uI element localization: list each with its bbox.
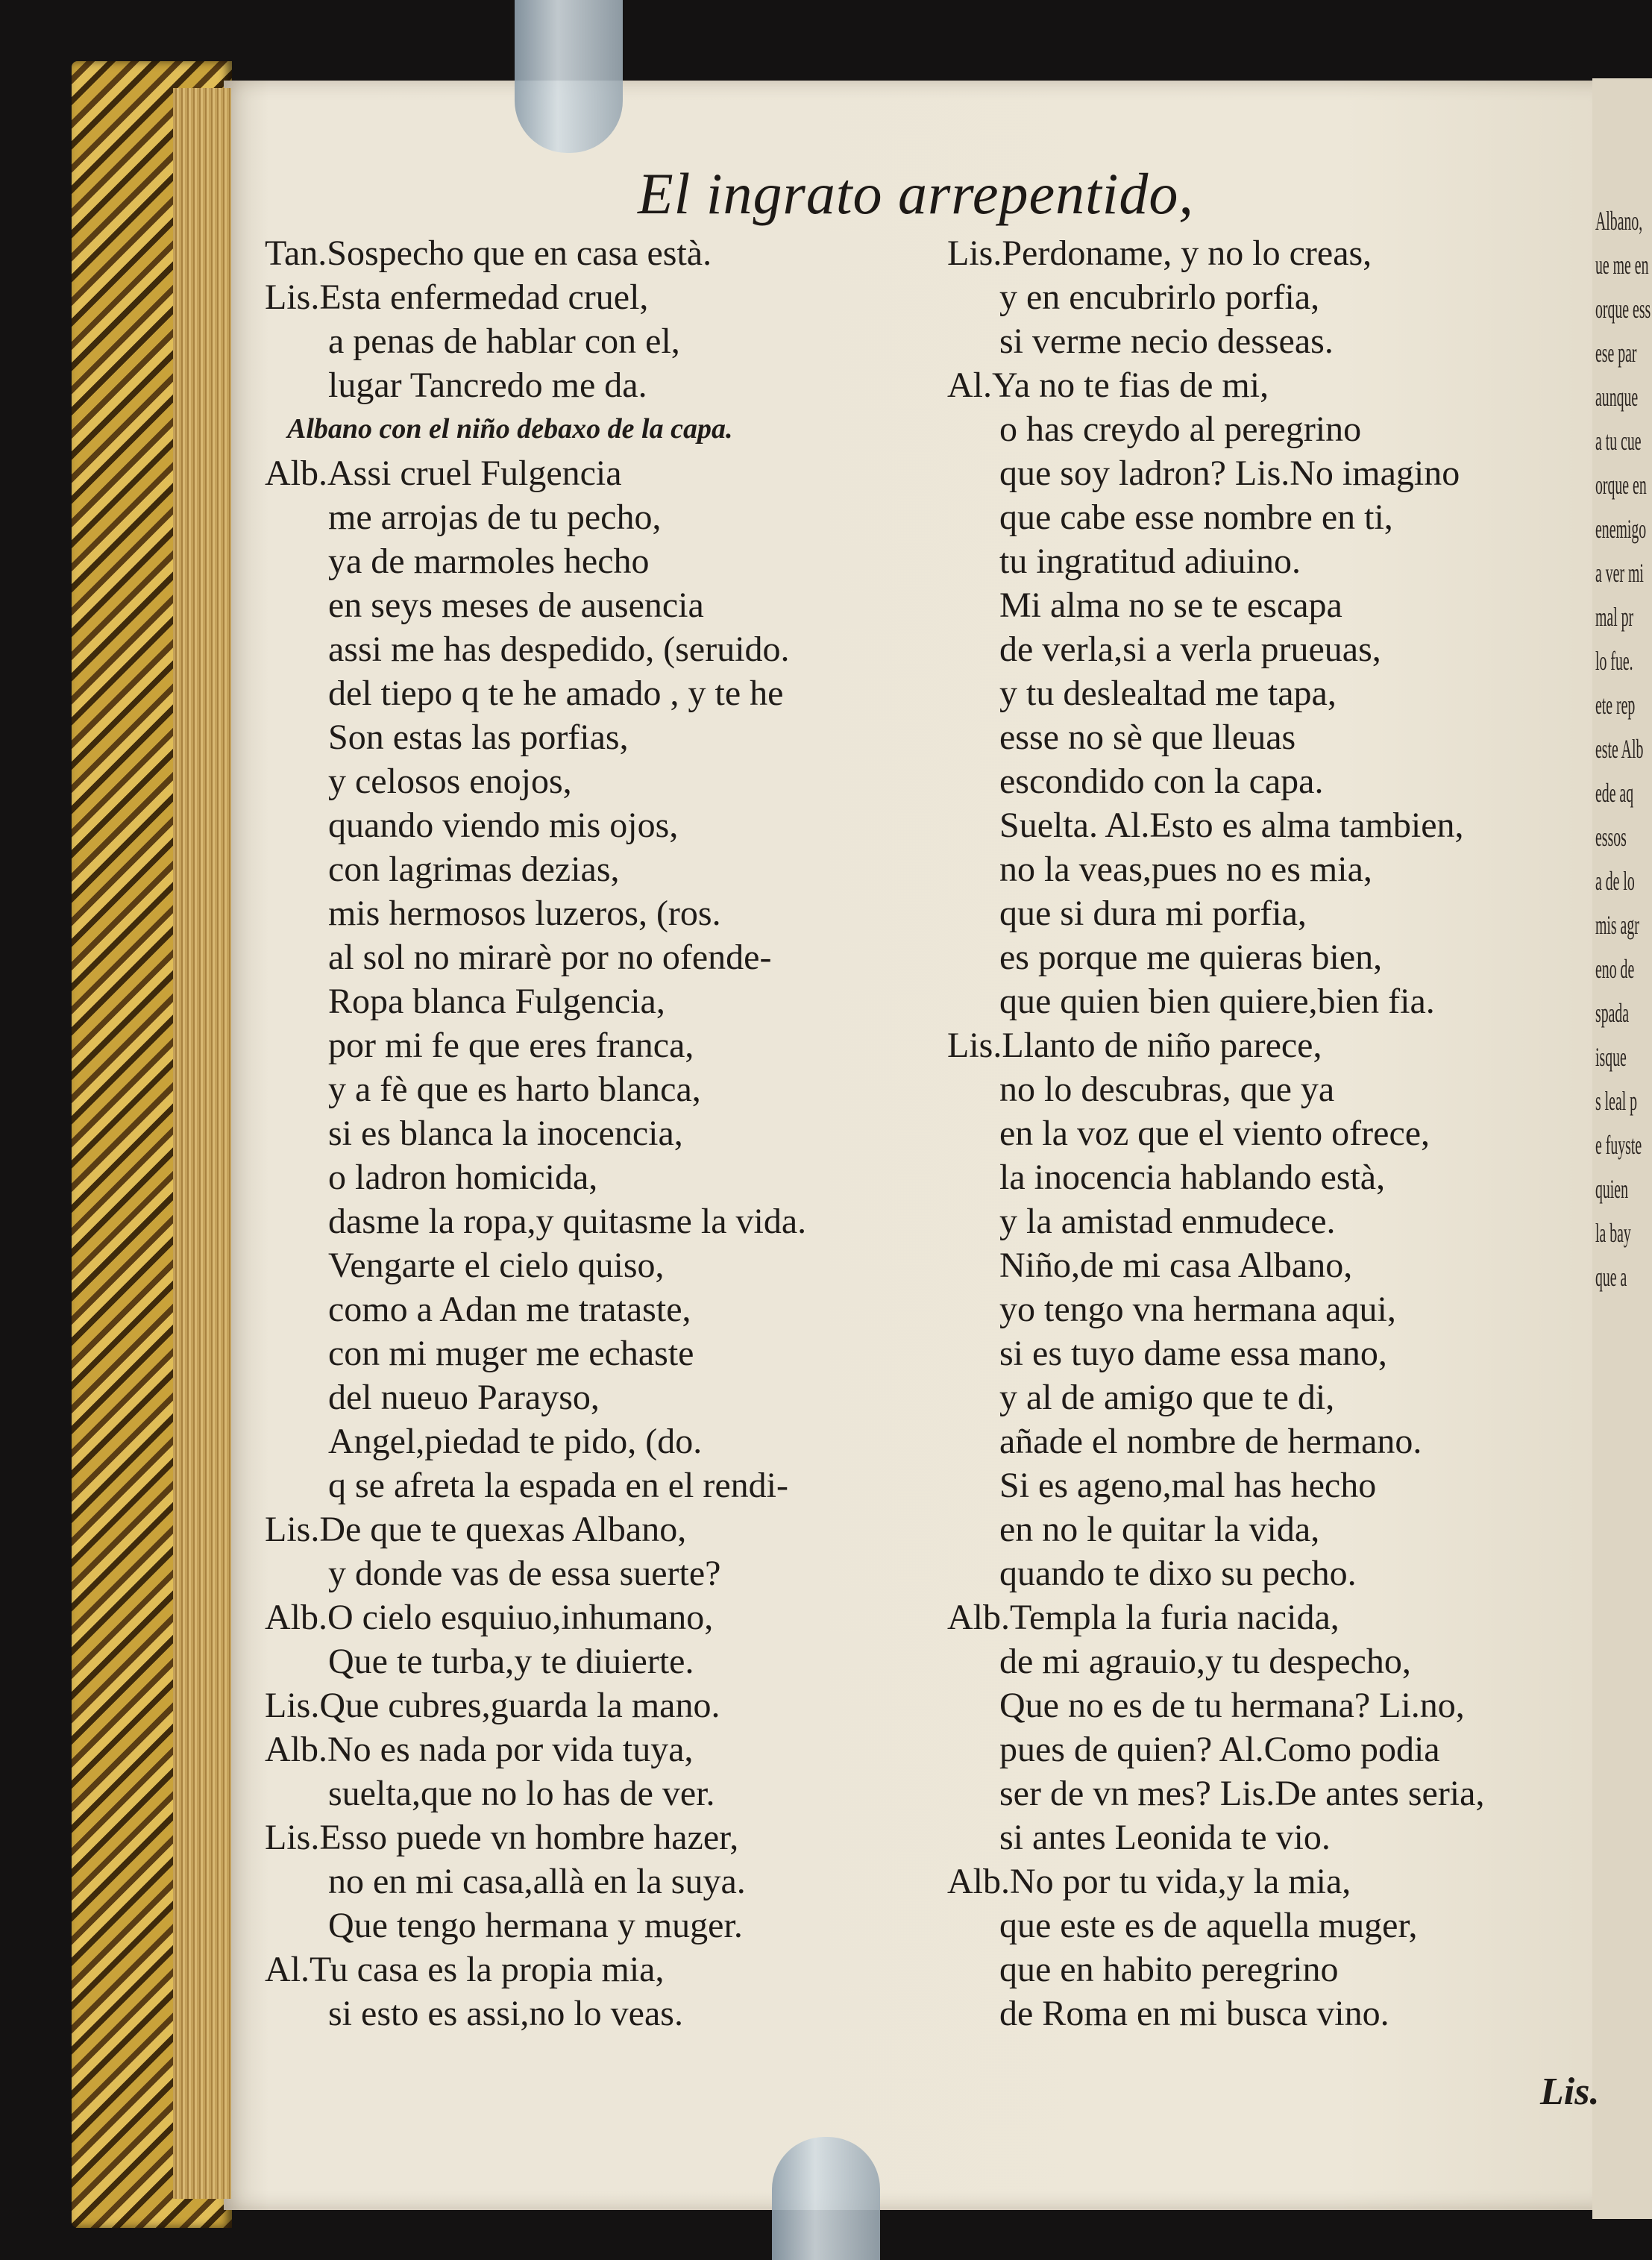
verse-line: pues de quien? Al.Como podia bbox=[999, 1730, 1440, 1769]
verse-line: Que no es de tu hermana? Li.no, bbox=[999, 1686, 1465, 1725]
verse-line: quando te dixo su pecho. bbox=[999, 1554, 1357, 1593]
right-text-column bbox=[947, 231, 1596, 2035]
page-block-edge bbox=[173, 88, 231, 2199]
verse-line: de mi agrauio,y tu despecho, bbox=[999, 1642, 1411, 1681]
verse-line: ya de marmoles hecho bbox=[328, 542, 650, 581]
facing-page-fragment: aunque bbox=[1595, 382, 1639, 412]
verse-line: Vengarte el cielo quiso, bbox=[328, 1246, 665, 1285]
left-text-column bbox=[265, 231, 973, 2035]
verse-line: que este es de aquella muger, bbox=[999, 1906, 1418, 1945]
facing-page-fragment: enemigo bbox=[1595, 514, 1647, 544]
verse-line: que quien bien quiere,bien fia. bbox=[999, 982, 1435, 1021]
verse-line: quando viendo mis ojos, bbox=[328, 806, 679, 845]
facing-page-fragment: s leal p bbox=[1595, 1086, 1638, 1116]
verse-line: en la voz que el viento ofrece, bbox=[999, 1114, 1430, 1153]
facing-page-fragment: isque bbox=[1595, 1042, 1627, 1072]
facing-page-fragment: essos bbox=[1595, 822, 1627, 852]
verse-line: Que te turba,y te diuierte. bbox=[328, 1642, 694, 1681]
verse-line: Mi alma no se te escapa bbox=[999, 586, 1342, 625]
verse-line: yo tengo vna hermana aqui, bbox=[999, 1290, 1396, 1329]
facing-page-fragment: quien bbox=[1595, 1174, 1628, 1204]
verse-line: en seys meses de ausencia bbox=[328, 586, 704, 625]
verse-line: y en encubrirlo porfia, bbox=[999, 277, 1320, 317]
verse-line: Que tengo hermana y muger. bbox=[328, 1906, 743, 1945]
verse-line: Lis.Esso puede vn hombre hazer, bbox=[265, 1818, 739, 1857]
verse-line: Alb.Templa la furia nacida, bbox=[947, 1598, 1339, 1637]
verse-line: si es blanca la inocencia, bbox=[328, 1114, 683, 1153]
verse-line: q se afreta la espada en el rendi- bbox=[328, 1466, 788, 1505]
verse-line: añade el nombre de hermano. bbox=[999, 1422, 1422, 1461]
verse-line: Tan.Sospecho que en casa està. bbox=[265, 233, 712, 273]
verse-line: o ladron homicida, bbox=[328, 1158, 598, 1197]
verse-line: Alb.Assi cruel Fulgencia bbox=[265, 453, 622, 493]
verse-line: assi me has despedido, (seruido. bbox=[328, 630, 790, 669]
facing-page-fragment: mal pr bbox=[1595, 602, 1634, 632]
verse-line: mis hermosos luzeros, (ros. bbox=[328, 894, 721, 933]
verse-line: con mi muger me echaste bbox=[328, 1334, 694, 1373]
verse-line: y celosos enojos, bbox=[328, 762, 572, 801]
verse-line: si es tuyo dame essa mano, bbox=[999, 1334, 1387, 1373]
verse-line: y donde vas de essa suerte? bbox=[328, 1554, 721, 1593]
verse-line: Angel,piedad te pido, (do. bbox=[328, 1422, 703, 1461]
top-page-clip bbox=[515, 0, 623, 153]
verse-line: Ropa blanca Fulgencia, bbox=[328, 982, 665, 1021]
verse-line: Alb.No por tu vida,y la mia, bbox=[947, 1862, 1351, 1901]
verse-line: Alb.No es nada por vida tuya, bbox=[265, 1730, 694, 1769]
verse-line: Lis.Esta enfermedad cruel, bbox=[265, 277, 649, 317]
facing-page-fragment: este Alb bbox=[1595, 734, 1644, 764]
verse-line: ser de vn mes? Lis.De antes seria, bbox=[999, 1774, 1485, 1813]
verse-line: no lo descubras, que ya bbox=[999, 1070, 1335, 1109]
facing-page-fragment: mis agr bbox=[1595, 910, 1639, 940]
verse-line: en no le quitar la vida, bbox=[999, 1510, 1320, 1549]
facing-page-fragment: ede aq bbox=[1595, 778, 1634, 808]
stage-direction: Albano con el niño debaxo de la capa. bbox=[287, 413, 733, 445]
verse-line: si verme necio desseas. bbox=[999, 321, 1334, 361]
verse-line: al sol no mirarè por no ofende- bbox=[328, 938, 772, 977]
verse-line: o has creydo al peregrino bbox=[999, 409, 1362, 449]
verse-line: que soy ladron? Lis.No imagino bbox=[999, 453, 1460, 493]
bottom-page-clip bbox=[772, 2137, 880, 2260]
verse-line: con lagrimas dezias, bbox=[328, 850, 620, 889]
verse-line: y a fè que es harto blanca, bbox=[328, 1070, 701, 1109]
verse-line: que si dura mi porfia, bbox=[999, 894, 1307, 933]
verse-line: a penas de hablar con el, bbox=[328, 321, 680, 361]
verse-line: como a Adan me trataste, bbox=[328, 1290, 691, 1329]
verse-line: Suelta. Al.Esto es alma tambien, bbox=[999, 806, 1464, 845]
facing-page-fragment: que a bbox=[1595, 1262, 1627, 1292]
facing-page-fragment: e fuyste bbox=[1595, 1130, 1642, 1160]
verse-line: lugar Tancredo me da. bbox=[328, 365, 647, 405]
verse-line: dasme la ropa,y quitasme la vida. bbox=[328, 1202, 807, 1241]
facing-page-fragment: Albano, bbox=[1595, 206, 1643, 236]
verse-line: de verla,si a verla prueuas, bbox=[999, 630, 1381, 669]
verse-line: la inocencia hablando està, bbox=[999, 1158, 1386, 1197]
facing-page-fragment: ete rep bbox=[1595, 690, 1636, 720]
facing-page-edge bbox=[1592, 78, 1652, 2219]
verse-line: suelta,que no lo has de ver. bbox=[328, 1774, 715, 1813]
verse-line: Son estas las porfias, bbox=[328, 718, 629, 757]
verse-line: esse no sè que lleuas bbox=[999, 718, 1296, 757]
facing-page-fragment: la bay bbox=[1595, 1218, 1631, 1248]
verse-line: que cabe esse nombre en ti, bbox=[999, 497, 1393, 537]
catchword: Lis. bbox=[1540, 2071, 1600, 2113]
facing-page-fragment: ese par bbox=[1595, 338, 1637, 368]
verse-line: del tiepo q te he amado , y te he bbox=[328, 674, 784, 713]
facing-page-fragment: orque en bbox=[1595, 470, 1647, 500]
verse-line: y tu deslealtad me tapa, bbox=[999, 674, 1337, 713]
verse-line: Si es ageno,mal has hecho bbox=[999, 1466, 1377, 1505]
verse-line: me arrojas de tu pecho, bbox=[328, 497, 662, 537]
facing-page-fragment: orque ess bbox=[1595, 294, 1651, 324]
verse-line: no la veas,pues no es mia, bbox=[999, 850, 1372, 889]
facing-page-fragment: a tu cue bbox=[1595, 426, 1642, 456]
verse-line: escondido con la capa. bbox=[999, 762, 1324, 801]
verse-line: y la amistad enmudece. bbox=[999, 1202, 1336, 1241]
verse-line: Lis.Perdoname, y no lo creas, bbox=[947, 233, 1372, 273]
verse-line: Lis.Que cubres,guarda la mano. bbox=[265, 1686, 720, 1725]
verse-line: Lis.De que te quexas Albano, bbox=[265, 1510, 687, 1549]
verse-line: tu ingratitud adiuino. bbox=[999, 542, 1301, 581]
facing-page-fragment: a ver mi bbox=[1595, 558, 1644, 588]
verse-line: Al.Tu casa es la propia mia, bbox=[265, 1950, 665, 1989]
verse-line: del nueuo Parayso, bbox=[328, 1378, 600, 1417]
verse-line: si antes Leonida te vio. bbox=[999, 1818, 1331, 1857]
running-header: El ingrato arrepentido, bbox=[638, 161, 1194, 226]
facing-page-fragment: ue me en bbox=[1595, 250, 1649, 280]
verse-line: por mi fe que eres franca, bbox=[328, 1026, 694, 1065]
verse-line: si esto es assi,no lo veas. bbox=[328, 1994, 683, 2033]
facing-page-fragment: lo fue. bbox=[1595, 646, 1633, 676]
verse-line: Lis.Llanto de niño parece, bbox=[947, 1026, 1322, 1065]
verse-line: y al de amigo que te di, bbox=[999, 1378, 1335, 1417]
verse-line: Niño,de mi casa Albano, bbox=[999, 1246, 1353, 1285]
verse-line: Al.Ya no te fias de mi, bbox=[947, 365, 1269, 405]
verse-line: que en habito peregrino bbox=[999, 1950, 1339, 1989]
verse-line: no en mi casa,allà en la suya. bbox=[328, 1862, 746, 1901]
facing-page-fragment: eno de bbox=[1595, 954, 1635, 984]
facing-page-fragment: a de lo bbox=[1595, 866, 1635, 896]
verse-line: Alb.O cielo esquiuo,inhumano, bbox=[265, 1598, 714, 1637]
verse-line: es porque me quieras bien, bbox=[999, 938, 1383, 977]
verse-line: de Roma en mi busca vino. bbox=[999, 1994, 1389, 2033]
facing-page-fragment: spada bbox=[1595, 998, 1630, 1028]
